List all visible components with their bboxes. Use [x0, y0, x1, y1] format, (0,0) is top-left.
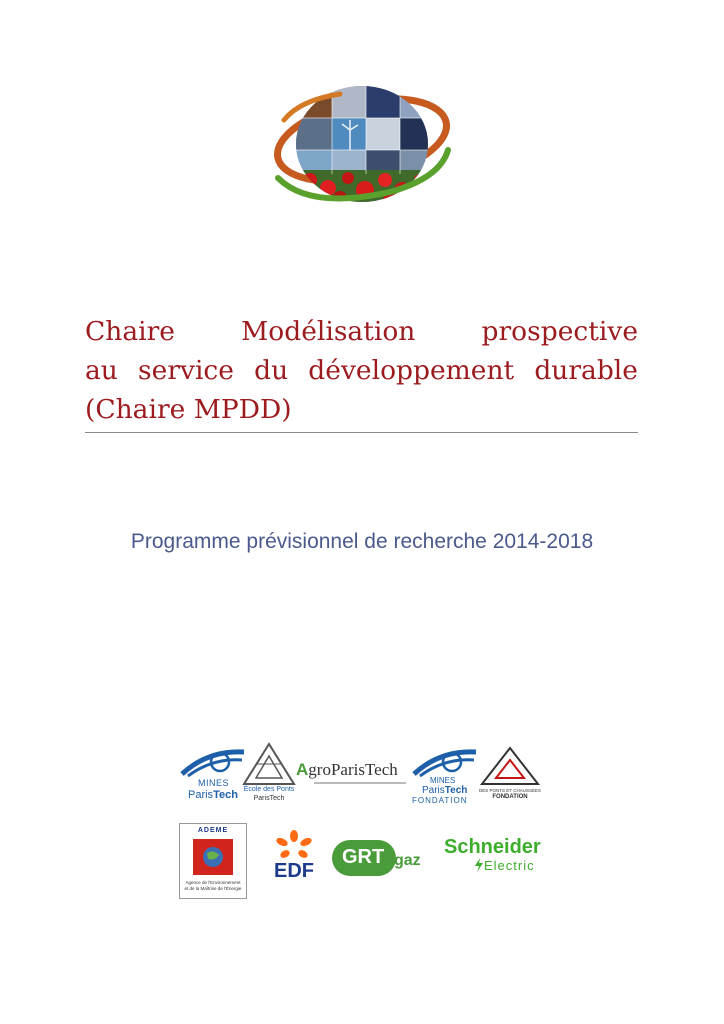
paris-word: Paris	[188, 789, 214, 801]
ademe-caption-1: Agence de l'Environnement	[185, 880, 241, 885]
ademe-logo	[179, 823, 247, 899]
ponts-fondation-label: FONDATION	[492, 794, 528, 800]
fondation-label: FONDATION	[412, 796, 468, 805]
schneider-name: Schneider	[444, 836, 541, 858]
ponts-fondation-triangle-icon	[478, 746, 542, 786]
title-word: Modélisation	[241, 316, 416, 347]
ponts-triangle-icon	[242, 742, 296, 786]
mines-fondation-label: MINES	[430, 776, 456, 785]
tech-word: Tech	[444, 785, 468, 796]
ecole-paristech-label: ParisTech	[253, 795, 285, 802]
grtgaz-gaz: gaz	[394, 852, 421, 869]
chair-globe-logo	[270, 80, 455, 208]
document-title	[85, 312, 638, 429]
mines-label: MINES	[198, 778, 230, 788]
mines-fondation-logo	[410, 746, 480, 806]
title-line-3: (Chaire MPDD)	[85, 394, 292, 425]
edf-name: EDF	[274, 860, 314, 882]
agro-tech-word: Tech	[364, 760, 398, 779]
edf-logo	[272, 830, 316, 886]
agro-underline	[314, 782, 406, 784]
ecole-des-ponts-logo	[242, 742, 296, 806]
title-word: Chaire	[85, 316, 175, 347]
mines-fondation-paristech	[422, 785, 467, 796]
ademe-caption-2: et de la Maîtrise de l'Énergie	[184, 886, 242, 891]
agro-letter: A	[296, 760, 309, 779]
ademe-name: ADEME	[197, 827, 229, 834]
mines-fondation-swoosh-icon	[410, 746, 480, 778]
electric-name: Electric	[484, 858, 535, 873]
mines-swoosh-icon	[178, 746, 248, 778]
title-word: service	[138, 355, 234, 386]
mines-paristech-label	[188, 789, 238, 801]
title-line-2	[85, 351, 638, 390]
schneider-electric-logo	[444, 836, 554, 876]
title-word: prospective	[481, 316, 638, 347]
title-line-1	[85, 312, 638, 351]
edf-flower-icon	[272, 830, 316, 860]
title-word: au	[85, 355, 118, 386]
paris-word: Paris	[422, 785, 445, 796]
title-word: développement	[308, 355, 515, 386]
title-word: du	[254, 355, 289, 386]
mines-paristech-logo	[178, 746, 248, 806]
ponts-chaussees-label: DES PONTS ET CHAUSSÉES	[479, 788, 541, 793]
ponts-fondation-logo	[478, 746, 542, 806]
tech-word: Tech	[213, 789, 238, 801]
globe-icon	[193, 839, 233, 875]
agro-paris-word: Paris	[330, 760, 365, 779]
grtgaz-grt: GRT	[342, 846, 385, 868]
document-subtitle: Programme prévisionnel de recherche 2014-2018	[130, 530, 594, 553]
title-divider	[85, 432, 638, 433]
agro-word: gro	[308, 760, 331, 779]
schneider-bolt-icon	[474, 858, 484, 872]
ecole-label: École des Ponts	[243, 786, 295, 793]
title-word: durable	[534, 355, 638, 386]
agroparistech-logo	[296, 760, 408, 788]
grtgaz-logo	[332, 840, 432, 876]
ademe-emblem	[193, 839, 233, 875]
